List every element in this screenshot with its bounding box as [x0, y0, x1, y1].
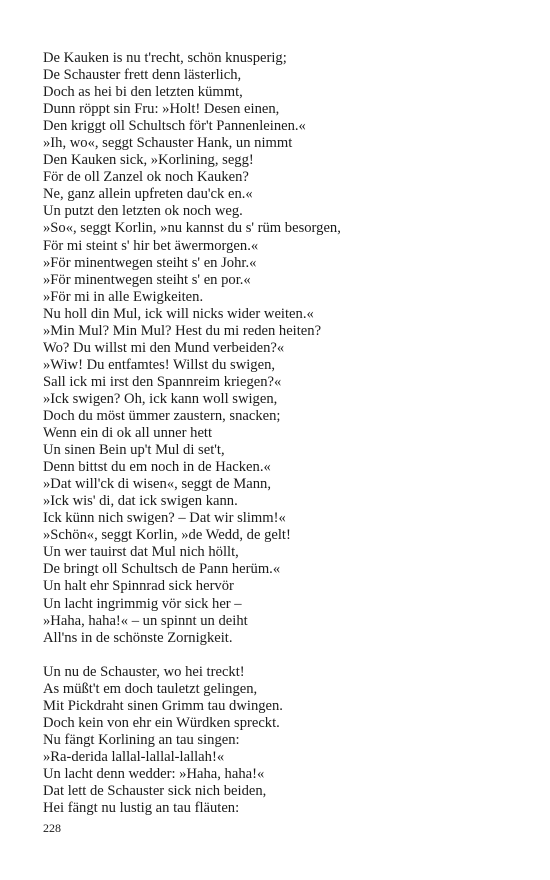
poem-line: Mit Pickdraht sinen Grimm tau dwingen. — [43, 697, 283, 714]
poem-line: Un halt ehr Spinnrad sick hervör — [43, 578, 234, 595]
poem-line: Un lacht denn wedder: »Haha, haha!« — [43, 765, 265, 782]
poem-line: »Haha, haha!« – un spinnt un deiht — [43, 612, 248, 629]
stanza-2 — [43, 664, 513, 817]
poem-line: As müßt't em doch tauletzt gelingen, — [43, 680, 258, 697]
poem-line: Un sinen Bein up't Mul di set't, — [43, 442, 225, 459]
poem-line: För mi steint s' hir bet äwermorgen.« — [43, 237, 259, 254]
poem-line: De bringt oll Schultsch de Pann herüm.« — [43, 561, 281, 578]
poem-line: För de oll Zanzel ok noch Kauken? — [43, 169, 249, 186]
poem-line: »Min Mul? Min Mul? Hest du mi reden heiten? — [43, 322, 322, 339]
poem-line: De Kauken is nu t'recht, schön knusperig; — [43, 50, 287, 66]
poem-line: »So«, seggt Korlin, »nu kannst du s' rüm besorgen, — [43, 220, 341, 237]
poem-line: De Schauster frett denn lästerlich, — [43, 67, 242, 84]
poem-line: »För minentwegen steiht s' en Johr.« — [43, 254, 257, 271]
page-number: 228 — [43, 821, 61, 835]
poem-line: Ne, ganz allein upfreten dau'ck en.« — [43, 186, 253, 203]
poem-line: Nu fängt Korlining an tau singen: — [43, 731, 240, 748]
poem-line: »Ra-derida lallal-lallal-lallah!« — [43, 748, 225, 765]
poem-line: Un nu de Schauster, wo hei treckt! — [43, 663, 245, 680]
poem-line: Sall ick mi irst den Spannreim kriegen?« — [43, 373, 282, 390]
poem-line: Nu holl din Mul, ick will nicks wider weiten.« — [43, 305, 314, 322]
poem-line: Dunn röppt sin Fru: »Holt! Desen einen, — [43, 101, 280, 118]
poem-line: All'ns in de schönste Zornigkeit. — [43, 629, 233, 646]
poem-line: Wenn ein di ok all unner hett — [43, 425, 213, 442]
poem-line: »För mi in alle Ewigkeiten. — [43, 288, 204, 305]
poem-line: »Ick swigen? Oh, ick kann woll swigen, — [43, 390, 278, 407]
poem-line: »Dat will'ck di wisen«, seggt de Mann, — [43, 476, 271, 493]
poem-line: Denn bittst du em noch in de Hacken.« — [43, 459, 271, 476]
poem-line: Un wer tauirst dat Mul nich höllt, — [43, 544, 239, 561]
poem-line: Hei fängt nu lustig an tau fläuten: — [43, 800, 240, 817]
poem-line: Doch as hei bi den letzten kümmt, — [43, 84, 243, 101]
poem-line: Den kriggt oll Schultsch för't Pannenleinen.« — [43, 118, 306, 135]
poem-line: »Ih, wo«, seggt Schauster Hank, un nimmt — [43, 135, 293, 152]
poem-line: Un putzt den letzten ok noch weg. — [43, 203, 243, 220]
poem-line: »Ick wis' di, dat ick swigen kann. — [43, 493, 238, 510]
poem-text — [43, 50, 513, 817]
poem-line: »Schön«, seggt Korlin, »de Wedd, de gelt! — [43, 527, 291, 544]
poem-line: Doch du möst ümmer zaustern, snacken; — [43, 407, 281, 424]
poem-line: Un lacht ingrimmig vör sick her – — [43, 595, 242, 612]
poem-line: »Wiw! Du entfamtes! Willst du swigen, — [43, 356, 276, 373]
poem-line: »För minentwegen steiht s' en por.« — [43, 271, 251, 288]
poem-line: Doch kein von ehr ein Würdken spreckt. — [43, 714, 280, 731]
poem-line: Wo? Du willst mi den Mund verbeiden?« — [43, 339, 285, 356]
stanza-1 — [43, 50, 513, 647]
poem-line: Den Kauken sick, »Korlining, segg! — [43, 152, 254, 169]
poem-line: Ick künn nich swigen? – Dat wir slimm!« — [43, 510, 286, 527]
poem-line: Dat lett de Schauster sick nich beiden, — [43, 782, 267, 799]
